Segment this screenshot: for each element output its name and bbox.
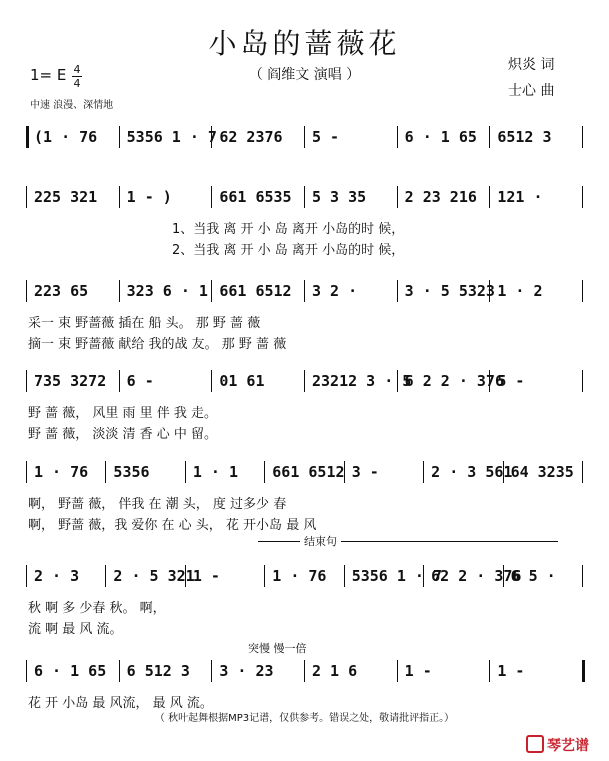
lyricist-credit: 炽炎 词	[508, 57, 555, 73]
measure: 5356 1 · 7	[126, 128, 217, 146]
barline	[397, 660, 398, 682]
measure: 661 6512	[272, 463, 345, 481]
measure: 323 6 · 1	[126, 282, 208, 300]
barline	[211, 280, 212, 302]
barline	[304, 186, 305, 208]
logo-text: 琴艺谱	[547, 738, 589, 754]
measure: 1 - )	[126, 188, 172, 206]
measure: 121 ·	[497, 188, 543, 206]
singer-credit: （ 阎维文 演唱 ）	[248, 67, 361, 83]
notes-line	[0, 463, 609, 489]
time-signature	[72, 64, 82, 89]
measure: 3 -	[351, 463, 379, 481]
lyric-line: 摘一 束 野蔷薇 献给 我的战 友。 那 野 蔷 薇	[28, 337, 287, 352]
barline	[582, 461, 583, 483]
barline	[304, 280, 305, 302]
barline	[211, 186, 212, 208]
logo-icon	[526, 735, 544, 753]
barline	[119, 186, 120, 208]
lyric-line: 啊， 野蔷 薇， 伴我 在 潮 头， 度 过多少 春	[28, 497, 287, 512]
measure: 1 · 76	[34, 463, 89, 481]
lyric-line: 采一 束 野蔷薇 插在 船 头。 那 野 蔷 薇	[28, 316, 261, 331]
notes-line	[0, 662, 609, 688]
measure: 735 3272	[34, 372, 107, 390]
lyric-line: 啊， 野蔷 薇，我 爱你 在 心 头， 花 开小岛 最 风	[28, 518, 317, 533]
measure: 5 -	[312, 128, 340, 146]
measure: 64 3235	[510, 463, 574, 481]
barline	[304, 660, 305, 682]
barline	[582, 280, 583, 302]
barline	[423, 461, 424, 483]
measure: 1 · 1	[192, 463, 238, 481]
notes-line	[0, 188, 609, 214]
barline	[304, 370, 305, 392]
barline	[185, 461, 186, 483]
lyric-line: 野 蔷 薇， 风里 雨 里 伴 我 走。	[28, 406, 218, 421]
barline	[264, 461, 265, 483]
measure: 661 6512	[219, 282, 292, 300]
measure: 6 -	[126, 372, 154, 390]
measure: 01 61	[219, 372, 265, 390]
measure: 6512 3	[497, 128, 552, 146]
barline	[119, 370, 120, 392]
measure: 6 5 ·	[510, 567, 556, 585]
measure: 225 321	[34, 188, 98, 206]
barline	[26, 660, 27, 682]
tempo-change-label: 突慢 慢一倍	[248, 642, 307, 655]
barline	[119, 126, 120, 148]
measure: 5356	[113, 463, 150, 481]
lyric-line: 野 蔷 薇， 淡淡 清 香 心 中 留。	[28, 427, 218, 442]
meter-bottom: 4	[73, 77, 81, 90]
measure: 223 65	[34, 282, 89, 300]
barline	[119, 280, 120, 302]
barline	[344, 565, 345, 587]
composer-credit: 士心 曲	[508, 83, 555, 99]
lyric-line: 流 啊 最 风 流。	[28, 622, 123, 637]
barline	[582, 565, 583, 587]
barline	[304, 126, 305, 148]
measure: 2 1 6	[312, 662, 358, 680]
measure: 6 · 1 65	[404, 128, 477, 146]
measure: 1 -	[192, 567, 220, 585]
measure: 2 23 216	[404, 188, 477, 206]
meter-top: 4	[73, 63, 81, 76]
lyric-line: 1、当我 离 开 小 岛 离开 小岛的时 候，	[172, 222, 405, 237]
barline	[582, 186, 583, 208]
barline	[582, 660, 585, 682]
measure: (1 · 76	[34, 128, 98, 146]
barline	[119, 660, 120, 682]
measure: 5356 1 · 7	[351, 567, 443, 585]
barline	[489, 126, 490, 148]
measure: 6 · 1 65	[34, 662, 107, 680]
notes-line	[0, 372, 609, 398]
barline	[397, 126, 398, 148]
barline	[26, 565, 27, 587]
measure: 2 · 3 561	[431, 463, 513, 481]
measure: 5 3 35	[312, 188, 367, 206]
barline	[105, 461, 106, 483]
barline	[582, 370, 583, 392]
measure: 661 6535	[219, 188, 292, 206]
measure: 3 · 5 5323	[404, 282, 495, 300]
measure: 6 512 3	[126, 662, 190, 680]
notes-line	[0, 282, 609, 308]
end-phrase-label: 结束句	[300, 533, 341, 549]
barline	[211, 660, 212, 682]
measure: 1 · 76	[272, 567, 327, 585]
measure: 1 · 2	[497, 282, 543, 300]
barline	[105, 565, 106, 587]
notes-line	[0, 567, 609, 593]
barline	[489, 186, 490, 208]
barline	[26, 370, 27, 392]
barline	[211, 370, 212, 392]
tempo-marking: 中速 浪漫、深情地	[30, 100, 114, 111]
lyric-line: 花 开 小岛 最 风流， 最 风 流。	[28, 696, 213, 711]
measure: 2 · 5 321	[113, 567, 195, 585]
barline	[489, 660, 490, 682]
lyric-line: 秋 啊 多 少春 秋。 啊，	[28, 601, 166, 616]
lyric-line: 2、当我 离 开 小 岛 离开 小岛的时 候，	[172, 243, 405, 258]
barline	[397, 280, 398, 302]
notes-line	[0, 128, 609, 154]
barline	[26, 126, 29, 148]
measure: 3 2 ·	[312, 282, 358, 300]
measure: 1 -	[404, 662, 432, 680]
measure: 62 2376	[219, 128, 283, 146]
measure: 5 -	[497, 372, 525, 390]
key-signature: 1= E	[30, 66, 67, 84]
barline	[26, 186, 27, 208]
barline	[264, 565, 265, 587]
barline	[397, 186, 398, 208]
footnote: （ 秋叶起舞根据MP3记谱，仅供参考。错误之处，敬请批评指正。）	[154, 713, 455, 724]
measure: 3 · 23	[219, 662, 274, 680]
measure: 2 · 3	[34, 567, 80, 585]
measure: 23212 3 · 5	[312, 372, 412, 390]
measure: 62 2 · 376	[431, 567, 522, 585]
song-title: 小岛的蔷薇花	[208, 27, 401, 60]
barline	[26, 461, 27, 483]
measure: 1 -	[497, 662, 525, 680]
measure: 6 2 2 · 376	[404, 372, 504, 390]
site-logo[interactable]	[526, 735, 589, 755]
barline	[26, 280, 27, 302]
barline	[582, 126, 583, 148]
